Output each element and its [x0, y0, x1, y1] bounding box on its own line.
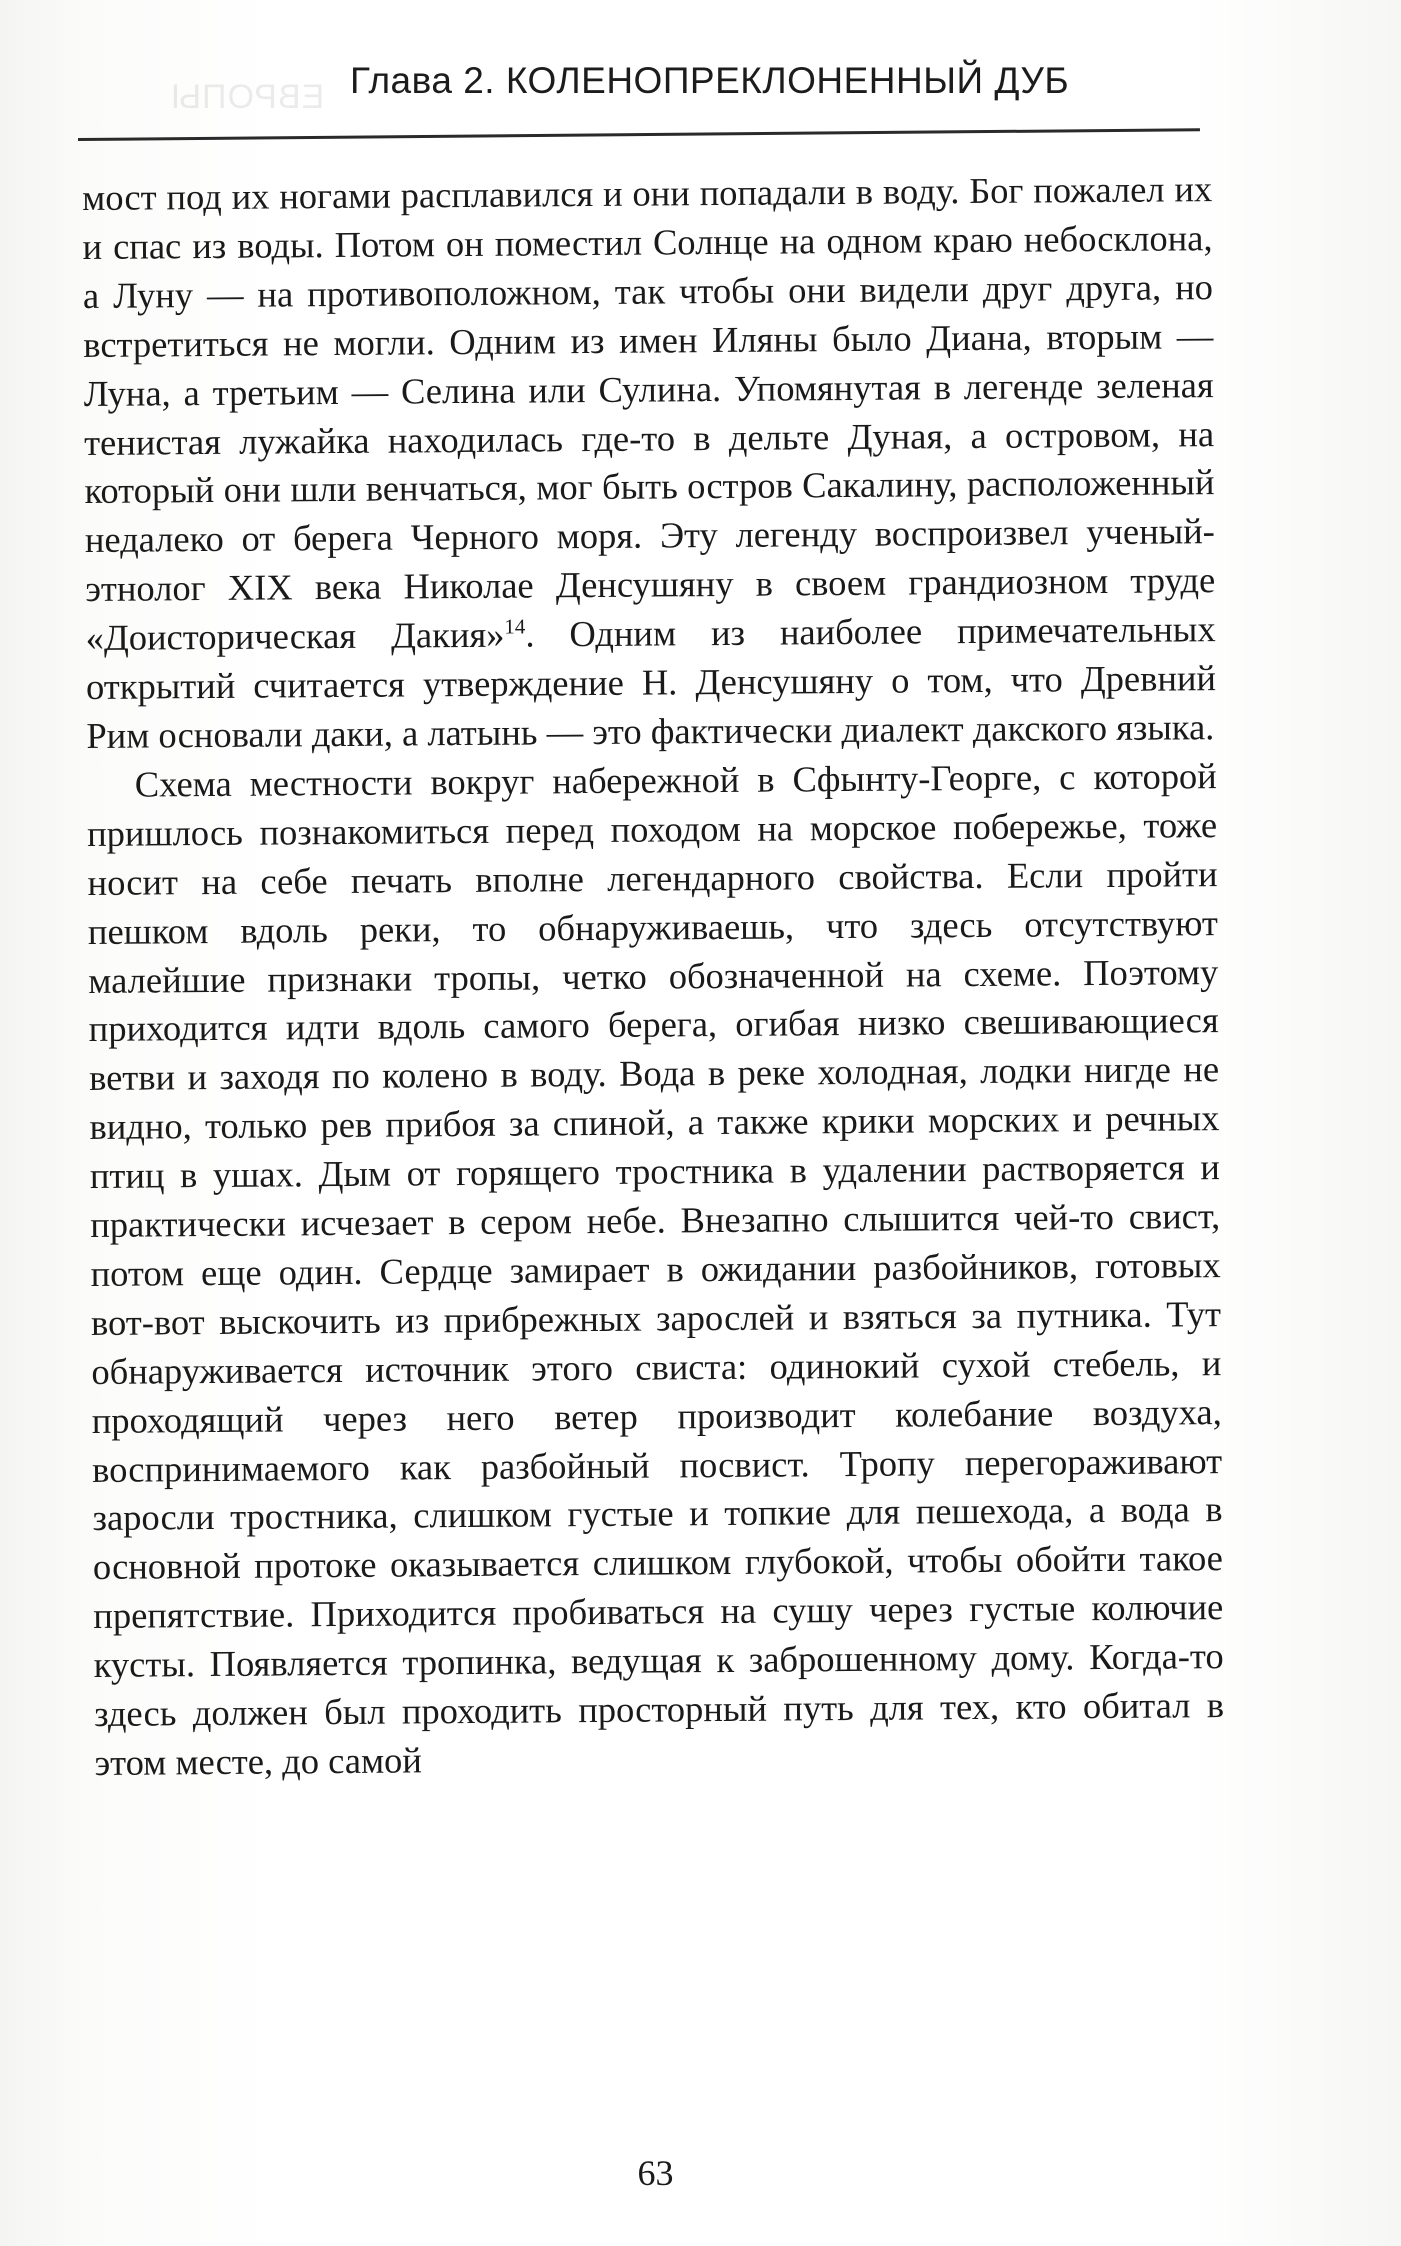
show-through-text: ЕВРОПЫ — [170, 78, 325, 116]
running-head: Глава 2. КОЛЕНОПРЕКЛОНЕННЫЙ ДУБ — [350, 60, 1070, 101]
paragraph-1 — [82, 165, 1217, 761]
paragraph-1-text: мост под их ногами расплавился и они попадали в воду. Бог пожалел их и спас из воды. Потом он поместил Солнце на одном краю небосклона, а Луну — на противоположном, так чтобы они видели друг друга, но встретиться не могли. Одним из имен Иляны было Диана, вторым — Луна, а третьим — Селина или Сулина. Упомянутая в легенде зеленая тенистая лужайка находилась где-то в дельте Дуная, а островом, на который они шли венчаться, мог быть остров Сакалину, расположенный недалеко от берега Черного моря. Эту легенду воспроизвел ученый-этнолог XIX века Николае Денсушяну в своем грандиозном труде «Доисторическая Дакия» — [82, 168, 1216, 659]
page-number: 63 — [637, 2153, 674, 2193]
paragraph-2: Схема местности вокруг набережной в Сфынту-Георге, с которой пришлось познакомиться перед походом на морское побережье, тоже носит на себе печать вполне легендарного свойства. Если пройти пешком вдоль реки, то обнаруживаешь, что здесь отсутствуют малейшие признаки тропы, четко обозначенной на схеме. Поэтому приходится идти вдоль самого берега, огибая низко свешивающиеся ветви и заходя по колено в воду. Вода в реке холодная, лодки нигде не видно, только рев прибоя за спиной, а также крики морских и речных птиц в ушах. Дым от горящего тростника в удалении растворяется и практически исчезает в сером небе. Внезапно слышится чей-то свист, потом еще один. Сердце замирает в ожидании разбойников, готовых вот-вот выскочить из прибрежных зарослей и взяться за путника. Тут обнаруживается источник этого свиста: одинокий сухой стебель, и проходящий через него ветер производит колебание воздуха, воспринимаемого как разбойный посвист. Тропу перегораживают заросли тростника, слишком густые и топкие для пешехода, а вода в основной протоке оказывается слишком глубокой, чтобы обойти такое препятствие. Приходится пробиваться на сушу через густые колючие кусты. Появляется тропинка, ведущая к заброшенному дому. Когда-то здесь должен был проходить просторный путь для тех, кто обитал в этом месте, до самой — [87, 754, 1225, 1783]
header-rule — [78, 128, 1200, 141]
paragraph-1-text-cont: . Одним из наиболее примечательных открытий считается утверждение Н. Денсушяну о том, что Древний Рим основали даки, а латынь — это фактически диалект дакского языка. — [85, 608, 1217, 756]
footnote-ref: 14 — [504, 614, 526, 639]
body-text — [82, 165, 1225, 1788]
